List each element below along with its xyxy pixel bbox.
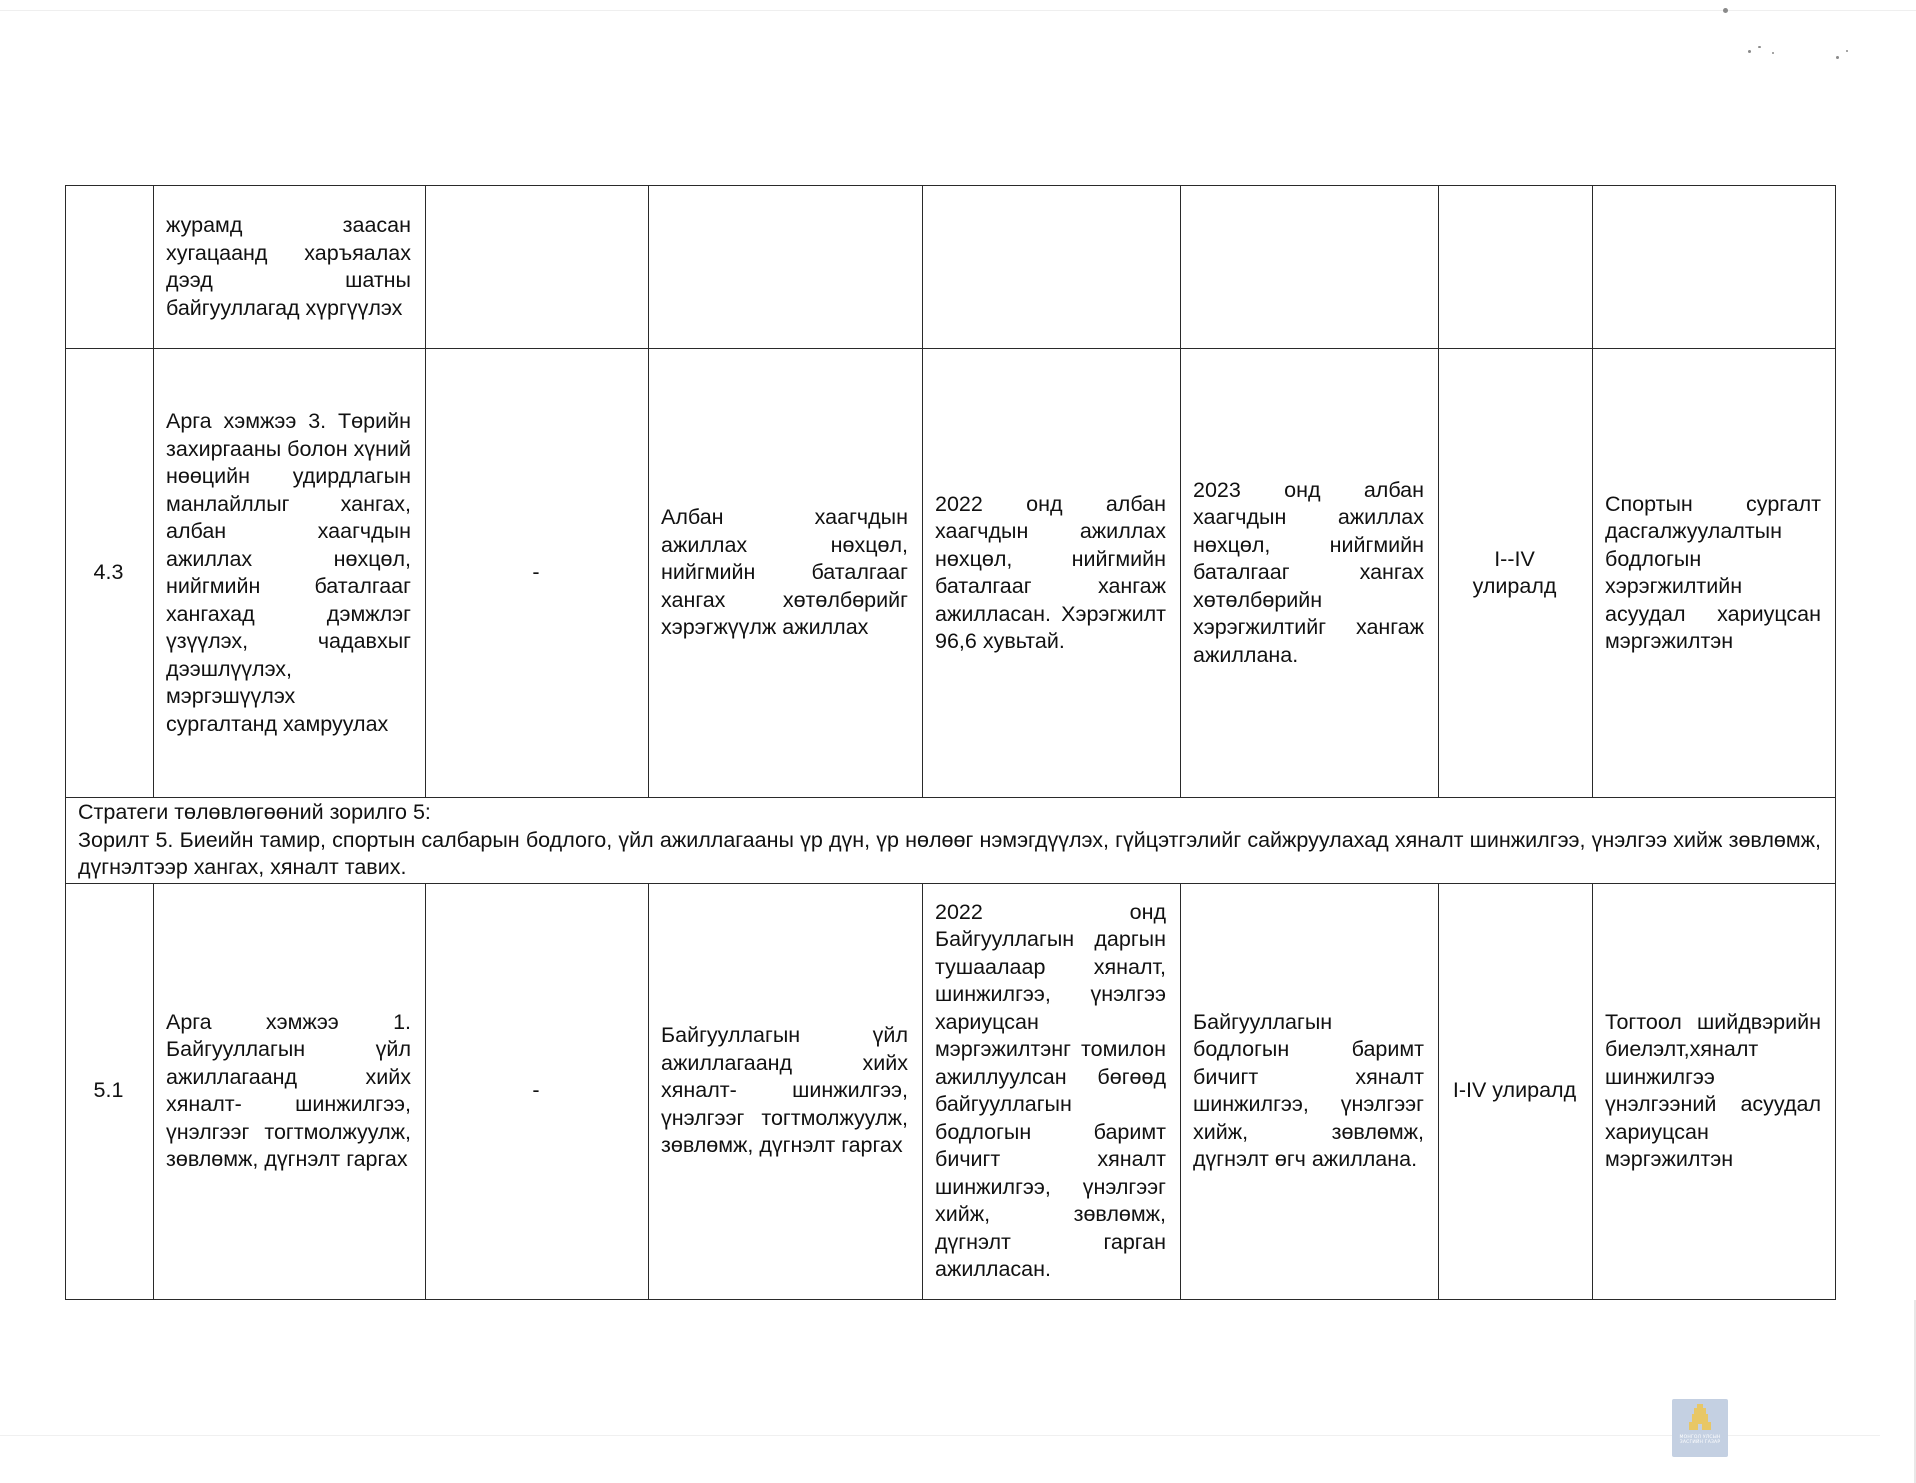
activity-cell: журамд заасан хугацаанд харъяалах дээд шатны байгууллагад хүргүүлэх <box>154 186 426 349</box>
baseline-cell: 2022 онд албан хаагчдын ажиллах нөхцөл, нийгмийн баталгааг хангаж ажилласан. Хэрэгжилт 96,6 хувьтай. <box>923 349 1181 798</box>
government-seal <box>1672 1399 1728 1457</box>
responsible-cell <box>1593 186 1836 349</box>
baseline-cell <box>923 186 1181 349</box>
quarter-cell <box>1439 186 1593 349</box>
action-plan-table <box>65 185 1836 1300</box>
expected-result-cell <box>1181 186 1439 349</box>
scan-edge-bottom <box>0 1435 1880 1436</box>
budget-cell <box>426 186 649 349</box>
activity-cell: Арга хэмжээ 1. Байгууллагын үйл ажиллагаанд хийх хяналт- шинжилгээ, үнэлгээг тогтмолжуулж, зөвлөмж, дүгнэлт гаргах <box>154 883 426 1299</box>
scan-speck <box>1836 56 1839 59</box>
activity-cell: Арга хэмжээ 3. Төрийн захиргааны болон хүний нөөцийн удирдлагын манлайллыг хангах, албан хаагчдын ажиллах нөхцөл, нийгмийн баталгааг хангахад дэмжлэг үзүүлэх, чадавхыг дээшлүүлэх, мэргэшүүлэх сургалтанд хамруулах <box>154 349 426 798</box>
seal-emblem-icon <box>1687 1403 1713 1433</box>
responsible-cell: Спортын сургалт дасгалжуулалтын бодлогын хэрэгжилтийн асуудал хариуцсан мэргэжилтэн <box>1593 349 1836 798</box>
goal-text: Зорилт 5. Биеийн тамир, спортын салбарын бодлого, үйл ажиллагааны үр дүн, үр нөлөөг нэмэгдүүлэх, гүйцэтгэлийг сайжруулахад хяналт шинжилгээ, үнэлгээ хийж зөвлөмж, дүгнэлтээр хангах, хяналт тавих. <box>78 827 1821 879</box>
target-cell <box>649 186 923 349</box>
budget-cell: - <box>426 883 649 1299</box>
baseline-cell: 2022 онд Байгууллагын даргын тушаалаар хяналт, шинжилгээ, үнэлгээ хариуцсан мэргэжилтэнг томилон ажиллуулсан бөгөөд байгууллагын бодлогын баримт бичигт хяналт шинжилгээ, үнэлгээг хийж, зөвлөмж, дүгнэлт гарган ажилласан. <box>923 883 1181 1299</box>
seal-caption: МОНГОЛ УЛСЫН ЗАСГИЙН ГАЗАР <box>1679 1435 1721 1445</box>
quarter-cell: I--IV улиралд <box>1439 349 1593 798</box>
row-number-cell: 5.1 <box>66 883 154 1299</box>
table-row <box>66 349 1836 798</box>
expected-result-cell: Байгууллагын бодлогын баримт бичигт хяналт шинжилгээ, үнэлгээг хийж, зөвлөмж, дүгнэлт өгч ажиллана. <box>1181 883 1439 1299</box>
target-cell: Байгууллагын үйл ажиллагаанд хийх хяналт- шинжилгээ, үнэлгээг тогтмолжуулж, зөвлөмж, дүгнэлт гаргах <box>649 883 923 1299</box>
target-cell: Албан хаагчдын ажиллах нөхцөл, нийгмийн баталгааг хангах хөтөлбөрийг хэрэгжүүлж ажиллах <box>649 349 923 798</box>
table-row <box>66 883 1836 1299</box>
scan-speck <box>1723 8 1728 13</box>
scan-speck <box>1758 46 1761 48</box>
row-number-cell <box>66 186 154 349</box>
goal-cell <box>66 798 1836 884</box>
scan-speck <box>1846 50 1848 52</box>
scan-edge-top <box>0 10 1916 11</box>
row-number-cell: 4.3 <box>66 349 154 798</box>
budget-cell: - <box>426 349 649 798</box>
quarter-cell: I-IV улиралд <box>1439 883 1593 1299</box>
expected-result-cell: 2023 онд албан хаагчдын ажиллах нөхцөл, нийгмийн баталгааг хангах хөтөлбөрийн хэрэгжилтийг хангаж ажиллана. <box>1181 349 1439 798</box>
scan-speck <box>1748 50 1751 53</box>
goal-title: Стратеги төлөвлөгөөний зорилго 5: <box>78 800 431 824</box>
goal-row <box>66 798 1836 884</box>
scan-speck <box>1772 52 1774 54</box>
responsible-cell: Тогтоол шийдвэрийн биелэлт,хяналт шинжилгээ үнэлгээний асуудал хариуцсан мэргэжилтэн <box>1593 883 1836 1299</box>
table-row <box>66 186 1836 349</box>
